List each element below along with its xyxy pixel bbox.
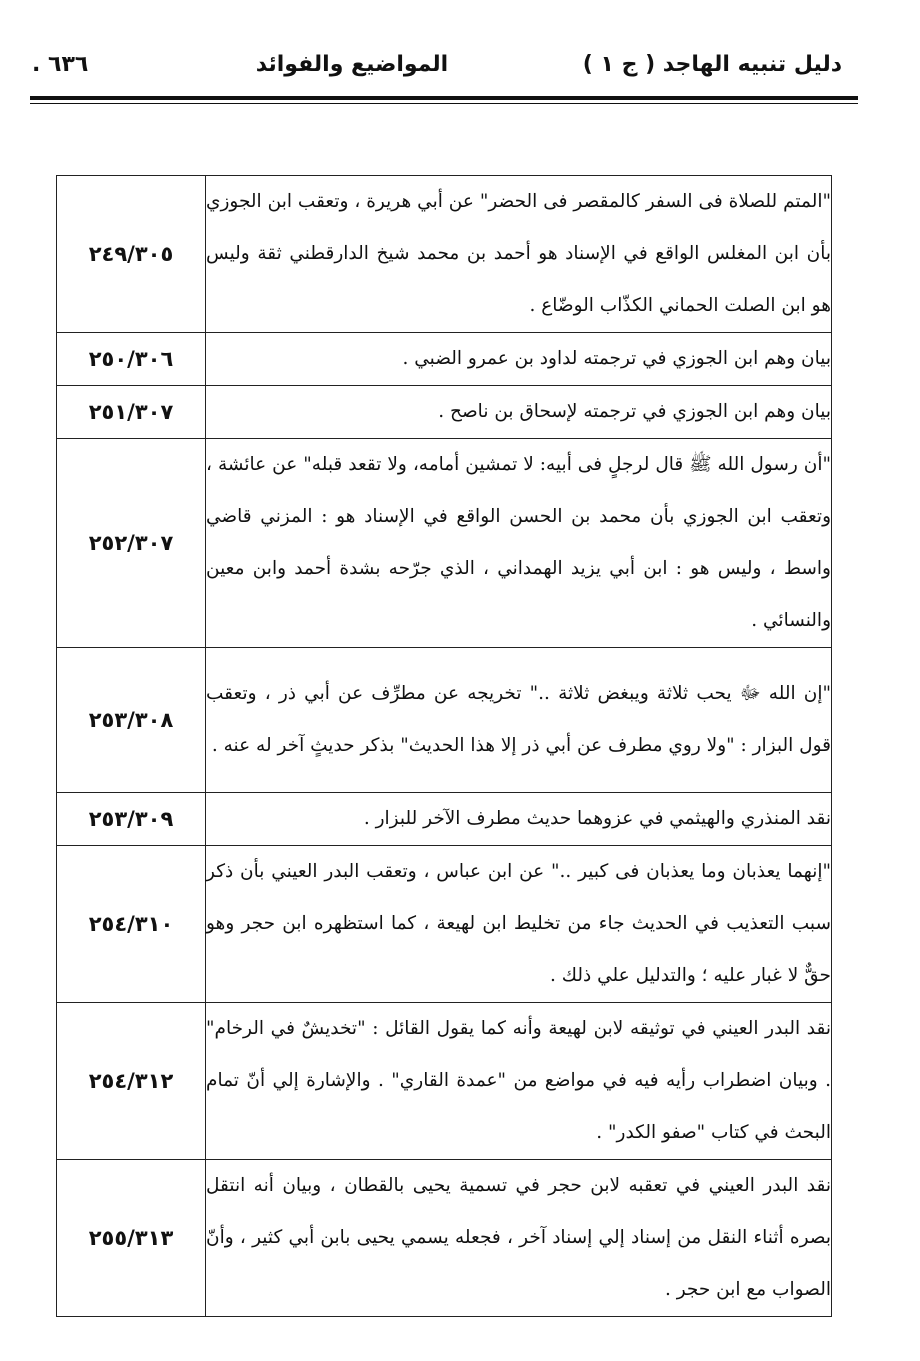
table-row <box>57 648 832 793</box>
topic-cell: بيان وهم ابن الجوزي في ترجمته لإسحاق بن ناصح . <box>206 386 832 439</box>
table-row <box>57 176 832 333</box>
topic-cell: بيان وهم ابن الجوزي في ترجمته لداود بن عمرو الضبي . <box>206 333 832 386</box>
table-row <box>57 333 832 386</box>
table-row <box>57 1003 832 1160</box>
topic-cell: نقد البدر العيني في توثيقه لابن لهيعة وأنه كما يقول القائل : "تخديشٌ في الرخام" . وبيان اضطراب رأيه فيه في مواضع من "عمدة القاري" . والإشارة إلي أنّ تمام البحث في كتاب "صفو الكدر" . <box>206 1003 832 1160</box>
reference-cell: ٢٥٣/٣٠٨ <box>57 648 206 793</box>
table-row <box>57 1160 832 1317</box>
topic-cell: "إن الله ﷻ يحب ثلاثة ويبغض ثلاثة .." تخريجه عن مطرِّف عن أبي ذر ، وتعقب قول البزار : "ولا روي مطرف عن أبي ذر إلا هذا الحديث" بذكر حديثٍ آخر له عنه . <box>206 648 832 793</box>
reference-cell: ٢٥٤/٣١٠ <box>57 846 206 1003</box>
topic-cell: "إنهما يعذبان وما يعذبان فى كبير .." عن ابن عباس ، وتعقب البدر العيني بأن ذكر سبب التعذيب في الحديث جاء من تخليط ابن لهيعة ، كما استظهره ابن حجر وهو حقٌّ لا غبار عليه ؛ والتدليل علي ذلك . <box>206 846 832 1003</box>
reference-cell: ٢٥٥/٣١٣ <box>57 1160 206 1317</box>
reference-cell: ٢٥٤/٣١٢ <box>57 1003 206 1160</box>
table-row <box>57 793 832 846</box>
topic-cell: نقد البدر العيني في تعقبه لابن حجر في تسمية يحيى بالقطان ، وبيان أنه انتقل بصره أثناء النقل من إسناد إلي إسناد آخر ، فجعله يسمي يحيى بابن أبي كثير ، وأنّ الصواب مع ابن حجر . <box>206 1160 832 1317</box>
table-row <box>57 386 832 439</box>
table-row <box>57 846 832 1003</box>
reference-cell: ٢٥١/٣٠٧ <box>57 386 206 439</box>
page-number: ٦٣٦ . <box>32 52 89 77</box>
header-rule-thick <box>30 96 858 100</box>
page-header <box>22 44 862 88</box>
reference-cell: ٢٥٢/٣٠٧ <box>57 439 206 648</box>
table-row <box>57 439 832 648</box>
reference-cell: ٢٤٩/٣٠٥ <box>57 176 206 333</box>
section-title: المواضيع والفوائد <box>255 52 449 77</box>
topic-cell: نقد المنذري والهيثمي في عزوهما حديث مطرف الآخر للبزار . <box>206 793 832 846</box>
topics-table <box>56 175 832 1317</box>
header-rule-thin <box>30 103 858 104</box>
reference-cell: ٢٥٣/٣٠٩ <box>57 793 206 846</box>
topic-cell: "أن رسول الله ﷺ قال لرجلٍ فى أبيه: لا تمشين أمامه، ولا تقعد قبله" عن عائشة ، وتعقب ابن الجوزي بأن محمد بن الحسن الواقع في الإسناد هو : المزني قاضي واسط ، وليس هو : ابن أبي يزيد الهمداني ، الذي جرّحه بشدة أحمد وابن معين والنسائي . <box>206 439 832 648</box>
reference-cell: ٢٥٠/٣٠٦ <box>57 333 206 386</box>
book-title: دليل تنبيه الهاجد ( ج ١ ) <box>582 52 842 77</box>
topic-cell: "المتم للصلاة فى السفر كالمقصر فى الحضر" عن أبي هريرة ، وتعقب ابن الجوزي بأن ابن المغلس الواقع في الإسناد هو أحمد بن محمد شيخ الدارقطني ثقة وليس هو ابن الصلت الحماني الكذّاب الوضّاع . <box>206 176 832 333</box>
